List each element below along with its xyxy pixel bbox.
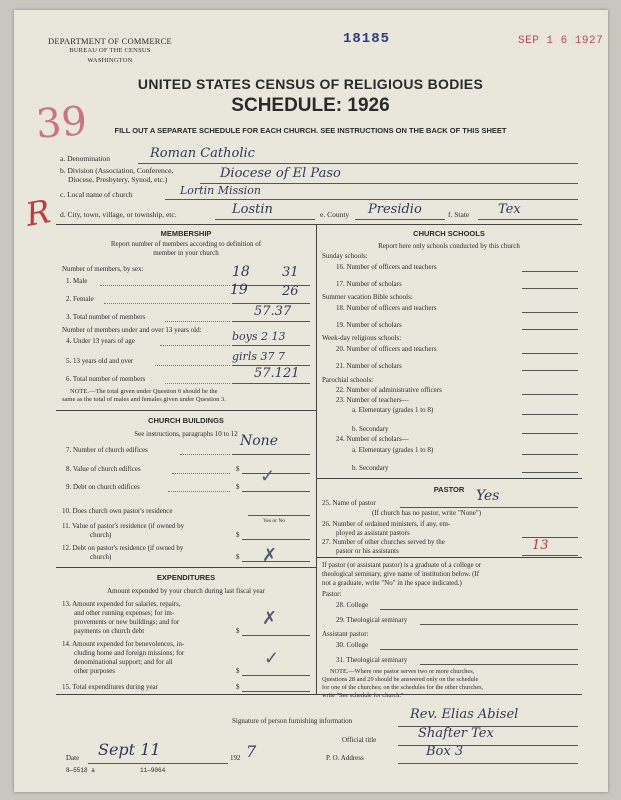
top-divider [56, 224, 582, 225]
division-label-line2: Diocese, Presbytery, Synod, etc.) [68, 175, 168, 184]
q13-dollar: $ [236, 627, 240, 635]
grad-line3: not a graduate, write "No" in the space indicated.) [322, 579, 462, 587]
center-divider [316, 224, 317, 694]
q8-dots [172, 473, 230, 474]
q8-line [242, 473, 310, 474]
q10-yes-no-hint: Yes or No [263, 518, 286, 524]
denomination-value[interactable]: Roman Catholic [150, 146, 255, 161]
buildings-expenditures-divider [56, 567, 316, 568]
division-label-line1: b. Division (Association, Conference, [60, 166, 174, 175]
q23b-line [522, 433, 578, 434]
membership-buildings-divider [56, 410, 316, 411]
bottom-divider [56, 694, 582, 695]
q24-label: 24. Number of scholars— [336, 435, 409, 443]
q5-over13-value[interactable]: girls 37 7 [232, 350, 285, 363]
q4-line [232, 345, 310, 346]
signature-label: Signature of person furnishing information [232, 717, 353, 725]
q13-line3: provements or new buildings; and for [74, 618, 180, 626]
q8-value-label: 8. Value of church edifices [66, 465, 141, 473]
po-address-line [398, 763, 578, 764]
q10-residence-label: 10. Does church own pastor's residence [62, 507, 173, 515]
q4-under13-label: 4. Under 13 years of age [66, 337, 135, 345]
q1-dots [100, 285, 230, 286]
buildings-subtitle: See instructions, paragraphs 10 to 12 [134, 430, 238, 438]
q3-total-value[interactable]: 57.37 [254, 304, 292, 319]
q14-line [242, 675, 310, 676]
buildings-title: CHURCH BUILDINGS [148, 416, 224, 425]
age-breakdown-label: Number of members under and over 13 years old: [62, 326, 202, 334]
q2-female-adults[interactable]: 26 [282, 284, 299, 299]
q29-line [420, 624, 578, 625]
q9-check-mark: ✓ [260, 466, 276, 487]
q3-total-label: 3. Total number of members [66, 313, 146, 321]
graduate-instructions [322, 561, 481, 588]
division-label [60, 166, 173, 184]
schools-title: CHURCH SCHOOLS [413, 229, 485, 238]
q26-label [322, 520, 450, 538]
county-line [355, 219, 445, 220]
q1-male-children[interactable]: 18 [232, 264, 250, 280]
q12-dollar: $ [236, 553, 240, 561]
q25-value[interactable]: Yes [476, 488, 500, 504]
membership-note [62, 388, 226, 404]
summer-schools-label: Summer vacation Bible schools: [322, 293, 413, 301]
q20-line [522, 353, 578, 354]
q2-dots [104, 303, 230, 304]
q5-dots [155, 365, 230, 366]
q26-line2: ployed as assistant pastors [336, 529, 410, 537]
official-title-label: Official title [342, 736, 377, 744]
q17-line [522, 288, 578, 289]
membership-sub-line2: member in your church [153, 249, 219, 257]
q12-residence-debt-label [62, 544, 183, 562]
division-value[interactable]: Diocese of El Paso [220, 166, 341, 181]
q28-label: 28. College [336, 601, 369, 609]
pastor-note-line2: Questions 28 and 29 should be answered only on the schedule [322, 676, 479, 683]
q12-line1: 12. Debt on pastor's residence (if owned by [62, 544, 184, 552]
serial-number: 18185 [343, 31, 391, 47]
denomination-label: a. Denomination [60, 154, 110, 163]
form-title: UNITED STATES CENSUS OF RELIGIOUS BODIES [137, 76, 484, 92]
q9-debt-label: 9. Debt on church edifices [66, 483, 140, 491]
q11-line [242, 539, 310, 540]
date-value[interactable]: Sept 11 [98, 740, 161, 759]
po-address-value[interactable]: Box 3 [426, 744, 464, 759]
q15-line [242, 691, 310, 692]
q7-line [232, 454, 310, 455]
pastor-note-line3: for one of the churches; on the schedules for the other churches, [322, 684, 484, 691]
q2-female-children[interactable]: 19 [230, 282, 248, 298]
q9-dollar: $ [236, 483, 240, 491]
q22-line [522, 394, 578, 395]
q7-edifices-label: 7. Number of church edifices [66, 446, 148, 454]
year-value[interactable]: 7 [246, 742, 257, 761]
q20-label: 20. Number of officers and teachers [336, 345, 437, 353]
assistant-pastor-label: Assistant pastor: [322, 630, 369, 638]
membership-sub-line1: Report number of members according to definition of [110, 240, 262, 248]
q31-line [420, 664, 578, 665]
q11-residence-value-label [62, 522, 184, 540]
q14-dollar: $ [236, 667, 240, 675]
q27-value[interactable]: 13 [532, 538, 549, 553]
q30-line [380, 649, 578, 650]
q14-check-mark: ✓ [264, 648, 280, 669]
city-value[interactable]: Lostin [232, 202, 273, 217]
q31-label: 31. Theological seminary [336, 656, 408, 664]
q13-line2: and other running expenses; for im- [74, 609, 175, 617]
q9-line [242, 491, 310, 492]
q21-label: 21. Number of scholars [336, 362, 402, 370]
membership-note-line2: same as the total of males and females given under Question 3. [62, 396, 226, 403]
q25-line [400, 507, 578, 508]
q24b-line [522, 472, 578, 473]
form-subtitle: SCHEDULE: 1926 [231, 95, 390, 116]
q25-note: (If church has no pastor, write "None") [372, 509, 482, 517]
grad-line2: theological seminary, give name of institution below. (If [322, 570, 480, 578]
q27-line2: pastor or his assistants [336, 547, 399, 555]
weekday-schools-label: Week-day religious schools: [322, 334, 402, 342]
pastor-title: PASTOR [433, 485, 465, 494]
local-name-value[interactable]: Lortin Mission [180, 184, 262, 197]
expenditures-title: EXPENDITURES [156, 573, 216, 582]
q3-line [232, 321, 310, 322]
q14-line4: other purposes [74, 667, 116, 675]
parochial-schools-label: Parochial schools: [322, 376, 374, 384]
q6-line [232, 383, 310, 384]
state-value[interactable]: Tex [498, 202, 521, 217]
q23-label: 23. Number of teachers— [336, 396, 409, 404]
year-prefix: 192 [230, 754, 241, 762]
q13-line1: 13. Amount expended for salaries, repairs, [62, 600, 181, 608]
q1-male-adults[interactable]: 31 [282, 265, 299, 280]
schools-subtitle: Report here only schools conducted by this church [378, 242, 520, 250]
q16-label: 16. Number of officers and teachers [336, 263, 437, 271]
q5-over13-label: 5. 13 years old and over [66, 357, 134, 365]
q17-label: 17. Number of scholars [336, 280, 402, 288]
bureau-name: BUREAU OF THE CENSUS [69, 47, 151, 54]
q14-line3: denominational support; and for all [74, 658, 173, 666]
q26-line1: 26. Number of ordained ministers, if any, em- [322, 520, 451, 528]
signature-value[interactable]: Rev. Elias Abisel [410, 707, 519, 722]
q11-dollar: $ [236, 531, 240, 539]
q27-line1: 27. Number of other churches served by the [322, 538, 445, 546]
q14-line1: 14. Amount expended for benevolences, in- [62, 640, 185, 648]
q13-label [62, 600, 181, 636]
q27-line [522, 555, 578, 556]
q21-line [522, 370, 578, 371]
q11-line1: 11. Value of pastor's residence (if owned by [62, 522, 185, 530]
q26-line [522, 537, 578, 538]
bureau-city: WASHINGTON [87, 57, 133, 64]
membership-note-line1: NOTE.—The total given under Question 6 should be the [70, 388, 218, 395]
city-line [215, 219, 315, 220]
q24a-line [522, 454, 578, 455]
date-label: Date [66, 754, 80, 762]
city-label: d. City, town, village, or township, etc. [60, 210, 177, 219]
q22-label: 22. Number of administrative officers [336, 386, 442, 394]
q15-label: 15. Total expenditures during year [62, 683, 158, 691]
department-name: DEPARTMENT OF COMMERCE [48, 36, 172, 46]
county-label: e. County [320, 210, 350, 219]
membership-title: MEMBERSHIP [160, 229, 212, 238]
q28-line [380, 609, 578, 610]
q6-dots [165, 383, 230, 384]
q8-dollar: $ [236, 465, 240, 473]
official-title-value[interactable]: Shafter Tex [418, 726, 494, 741]
q25-label: 25. Name of pastor [322, 499, 376, 507]
q23b-label: b. Secondary [352, 425, 389, 433]
q19-line [522, 329, 578, 330]
received-date-stamp: SEP 1 6 1927 [518, 35, 604, 47]
denomination-line [138, 163, 578, 164]
form-number: 8—5518 a [66, 767, 95, 774]
q3-dots [165, 321, 230, 322]
margin-r-annotation: R [22, 192, 54, 234]
q24b-label: b. Secondary [352, 464, 389, 472]
pastor-note-line4: write "See schedule for church." [322, 692, 404, 699]
q16-line [522, 271, 578, 272]
q4-under13-value[interactable]: boys 2 13 [232, 330, 286, 343]
q2-female-label: 2. Female [66, 295, 94, 303]
state-label: f. State [448, 210, 470, 219]
q30-label: 30. College [336, 641, 369, 649]
local-name-label: c. Local name of church [60, 190, 133, 199]
q9-dots [168, 491, 230, 492]
margin-number-annotation: 39 [34, 98, 89, 148]
pastor-label: Pastor: [322, 590, 342, 598]
q13-line4: payments on church debt [74, 627, 145, 635]
q12-line2: church) [90, 553, 112, 561]
pastor-note [322, 668, 483, 700]
sunday-schools-label: Sunday schools: [322, 252, 368, 260]
state-line [478, 219, 578, 220]
q1-male-label: 1. Male [66, 277, 88, 285]
date-line [88, 763, 228, 764]
q23a-label: a. Elementary (grades 1 to 8) [352, 406, 434, 414]
q18-label: 18. Number of officers and teachers [336, 304, 437, 312]
q24a-label: a. Elementary (grades 1 to 8) [352, 446, 434, 454]
q11-line2: church) [90, 531, 112, 539]
members-by-sex-label: Number of members, by sex: [62, 265, 144, 273]
q6-total-label: 6. Total number of members [66, 375, 146, 383]
department-header [48, 36, 172, 66]
county-value[interactable]: Presidio [368, 202, 422, 217]
pastor-note-line1: NOTE.—Where one pastor serves two or more churches, [330, 668, 475, 675]
form-instructions: FILL OUT A SEPARATE SCHEDULE FOR EACH CHURCH. SEE INSTRUCTIONS ON THE BACK OF THIS SHEET [114, 126, 507, 135]
grad-line1: If pastor (or assistant pastor) is a graduate of a college or [322, 561, 482, 569]
q18-line [522, 312, 578, 313]
po-address-label: P. O. Address [326, 754, 364, 762]
q12-check-mark: ✗ [262, 545, 278, 566]
q23a-line [522, 414, 578, 415]
q15-dollar: $ [236, 683, 240, 691]
q14-line2: cluding home and foreign missions; for [74, 649, 185, 657]
official-title-line [398, 745, 578, 746]
q19-label: 19. Number of scholars [336, 321, 402, 329]
form-number-secondary: 11—9064 [140, 767, 166, 774]
q7-edifices-value[interactable]: None [240, 433, 278, 449]
membership-subtitle [56, 240, 316, 258]
q14-label [62, 640, 184, 676]
q4-dots [160, 345, 230, 346]
q29-label: 29. Theological seminary [336, 616, 408, 624]
q6-total-value[interactable]: 57.121 [254, 366, 300, 381]
q13-line [242, 635, 310, 636]
schools-pastor-divider [316, 478, 582, 479]
q27-label [322, 538, 445, 556]
q10-line [248, 515, 310, 516]
q7-dots [180, 454, 230, 455]
pastor-grad-divider [316, 557, 582, 558]
local-name-line [165, 199, 578, 200]
q13-check-mark: ✗ [262, 608, 278, 629]
expenditures-subtitle: Amount expended by your church during last fiscal year [107, 587, 265, 595]
